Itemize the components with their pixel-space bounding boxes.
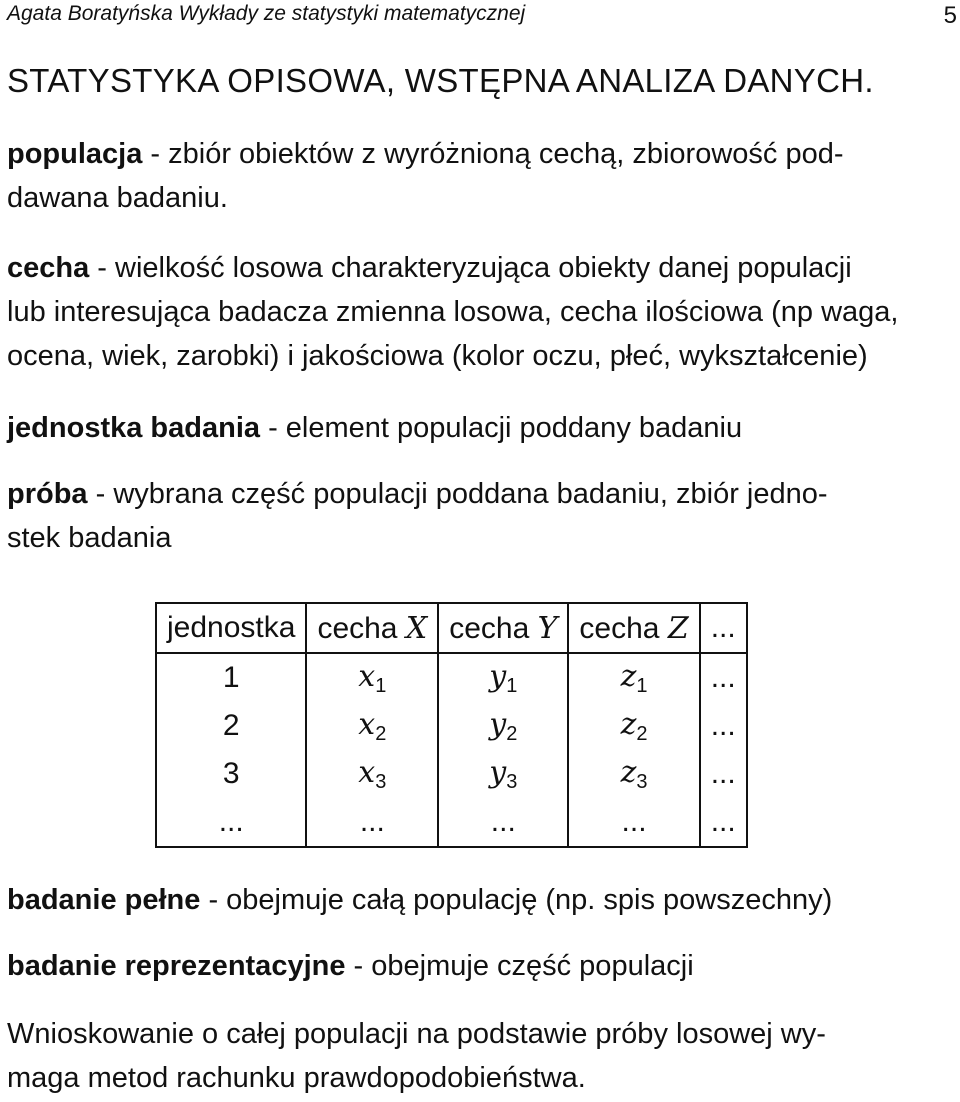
subscript: 1	[375, 674, 387, 697]
table-row	[156, 702, 747, 750]
conclusion-line: maga metod rachunku prawdopodobieństwa.	[7, 1062, 586, 1094]
definition-text: dawana badaniu.	[7, 182, 228, 214]
value-cell	[568, 653, 699, 702]
variable-symbol: x	[358, 754, 376, 790]
ellipsis-cell: ...	[700, 798, 747, 847]
header-cell	[568, 603, 699, 653]
value-cell	[438, 750, 568, 798]
variable-symbol: z	[620, 706, 637, 742]
page-number: 5	[943, 2, 957, 29]
definition-text: lub interesująca badacza zmienna losowa, cecha ilościowa (np waga,	[7, 296, 899, 328]
conclusion-line: Wnioskowanie o całej populacji na podstawie próby losowej wy-	[7, 1018, 826, 1050]
subscript: 3	[636, 770, 648, 793]
subscript: 1	[506, 674, 518, 697]
unit-id: 1	[156, 653, 306, 702]
term: badanie pełne	[7, 884, 201, 916]
ellipsis-cell: ...	[700, 750, 747, 798]
conclusion-paragraph	[7, 1012, 957, 1100]
value-cell	[306, 750, 438, 798]
subscript: 2	[636, 722, 648, 745]
header-cell	[306, 603, 438, 653]
table-row-ellipsis	[156, 798, 747, 847]
table-header-row	[156, 603, 747, 653]
ellipsis-cell: ...	[700, 702, 747, 750]
definition-badanie-reprezentacyjne	[7, 944, 957, 988]
data-table	[155, 602, 748, 848]
definition-proba	[7, 472, 957, 560]
variable-symbol: z	[620, 658, 637, 694]
variable-symbol: y	[489, 658, 507, 694]
subscript: 3	[375, 770, 387, 793]
header-author: Agata Boratyńska Wykłady ze statystyki matematycznej	[7, 2, 526, 25]
definition-text: - zbiór obiektów z wyróżnioną cechą, zbiorowość pod-	[142, 138, 844, 170]
variable-symbol: x	[358, 706, 376, 742]
variable-symbol: Y	[537, 610, 558, 646]
value-cell	[306, 653, 438, 702]
definition-text: stek badania	[7, 522, 172, 554]
definition-text: - wybrana część populacji poddana badaniu, zbiór jedno-	[87, 478, 828, 510]
definition-populacja	[7, 132, 957, 220]
value-cell	[438, 653, 568, 702]
subscript: 2	[375, 722, 387, 745]
term: cecha	[7, 252, 90, 284]
header-cell	[438, 603, 568, 653]
header-label: cecha	[449, 611, 530, 645]
definition-text: - obejmuje część populacji	[345, 950, 694, 982]
header-label: cecha	[579, 611, 660, 645]
definition-text: - obejmuje całą populację (np. spis powszechny)	[200, 884, 833, 916]
running-header	[7, 0, 957, 30]
subscript: 1	[636, 674, 648, 697]
subscript: 3	[506, 770, 518, 793]
definition-text: - element populacji poddany badaniu	[260, 412, 743, 444]
header-cell: ...	[700, 603, 747, 653]
term: próba	[7, 478, 88, 510]
ellipsis-cell: ...	[438, 798, 568, 847]
ellipsis-cell: ...	[156, 798, 306, 847]
value-cell	[438, 702, 568, 750]
variable-symbol: y	[489, 706, 507, 742]
variable-symbol: x	[358, 658, 376, 694]
variable-symbol: z	[620, 754, 637, 790]
value-cell	[568, 702, 699, 750]
subscript: 2	[506, 722, 518, 745]
definition-badanie-pelne	[7, 878, 957, 922]
unit-id: 2	[156, 702, 306, 750]
table-row	[156, 653, 747, 702]
definition-text: ocena, wiek, zarobki) i jakościowa (kolor oczu, płeć, wykształcenie)	[7, 340, 868, 372]
section-title: STATYSTYKA OPISOWA, WSTĘPNA ANALIZA DANYCH.	[7, 62, 874, 99]
definition-jednostka-badania	[7, 406, 957, 450]
table-row	[156, 750, 747, 798]
definition-cecha	[7, 246, 957, 378]
definition-text: - wielkość losowa charakteryzująca obiekty danej populacji	[89, 252, 852, 284]
variable-symbol: y	[489, 754, 507, 790]
value-cell	[306, 702, 438, 750]
value-cell	[568, 750, 699, 798]
ellipsis-cell: ...	[700, 653, 747, 702]
term: badanie reprezentacyjne	[7, 950, 346, 982]
header-cell: jednostka	[156, 603, 306, 653]
header-label: cecha	[317, 611, 398, 645]
term: populacja	[7, 138, 143, 170]
term: jednostka badania	[7, 412, 261, 444]
ellipsis-cell: ...	[568, 798, 699, 847]
ellipsis-cell: ...	[306, 798, 438, 847]
variable-symbol: X	[405, 610, 428, 646]
unit-id: 3	[156, 750, 306, 798]
variable-symbol: Z	[667, 610, 689, 646]
